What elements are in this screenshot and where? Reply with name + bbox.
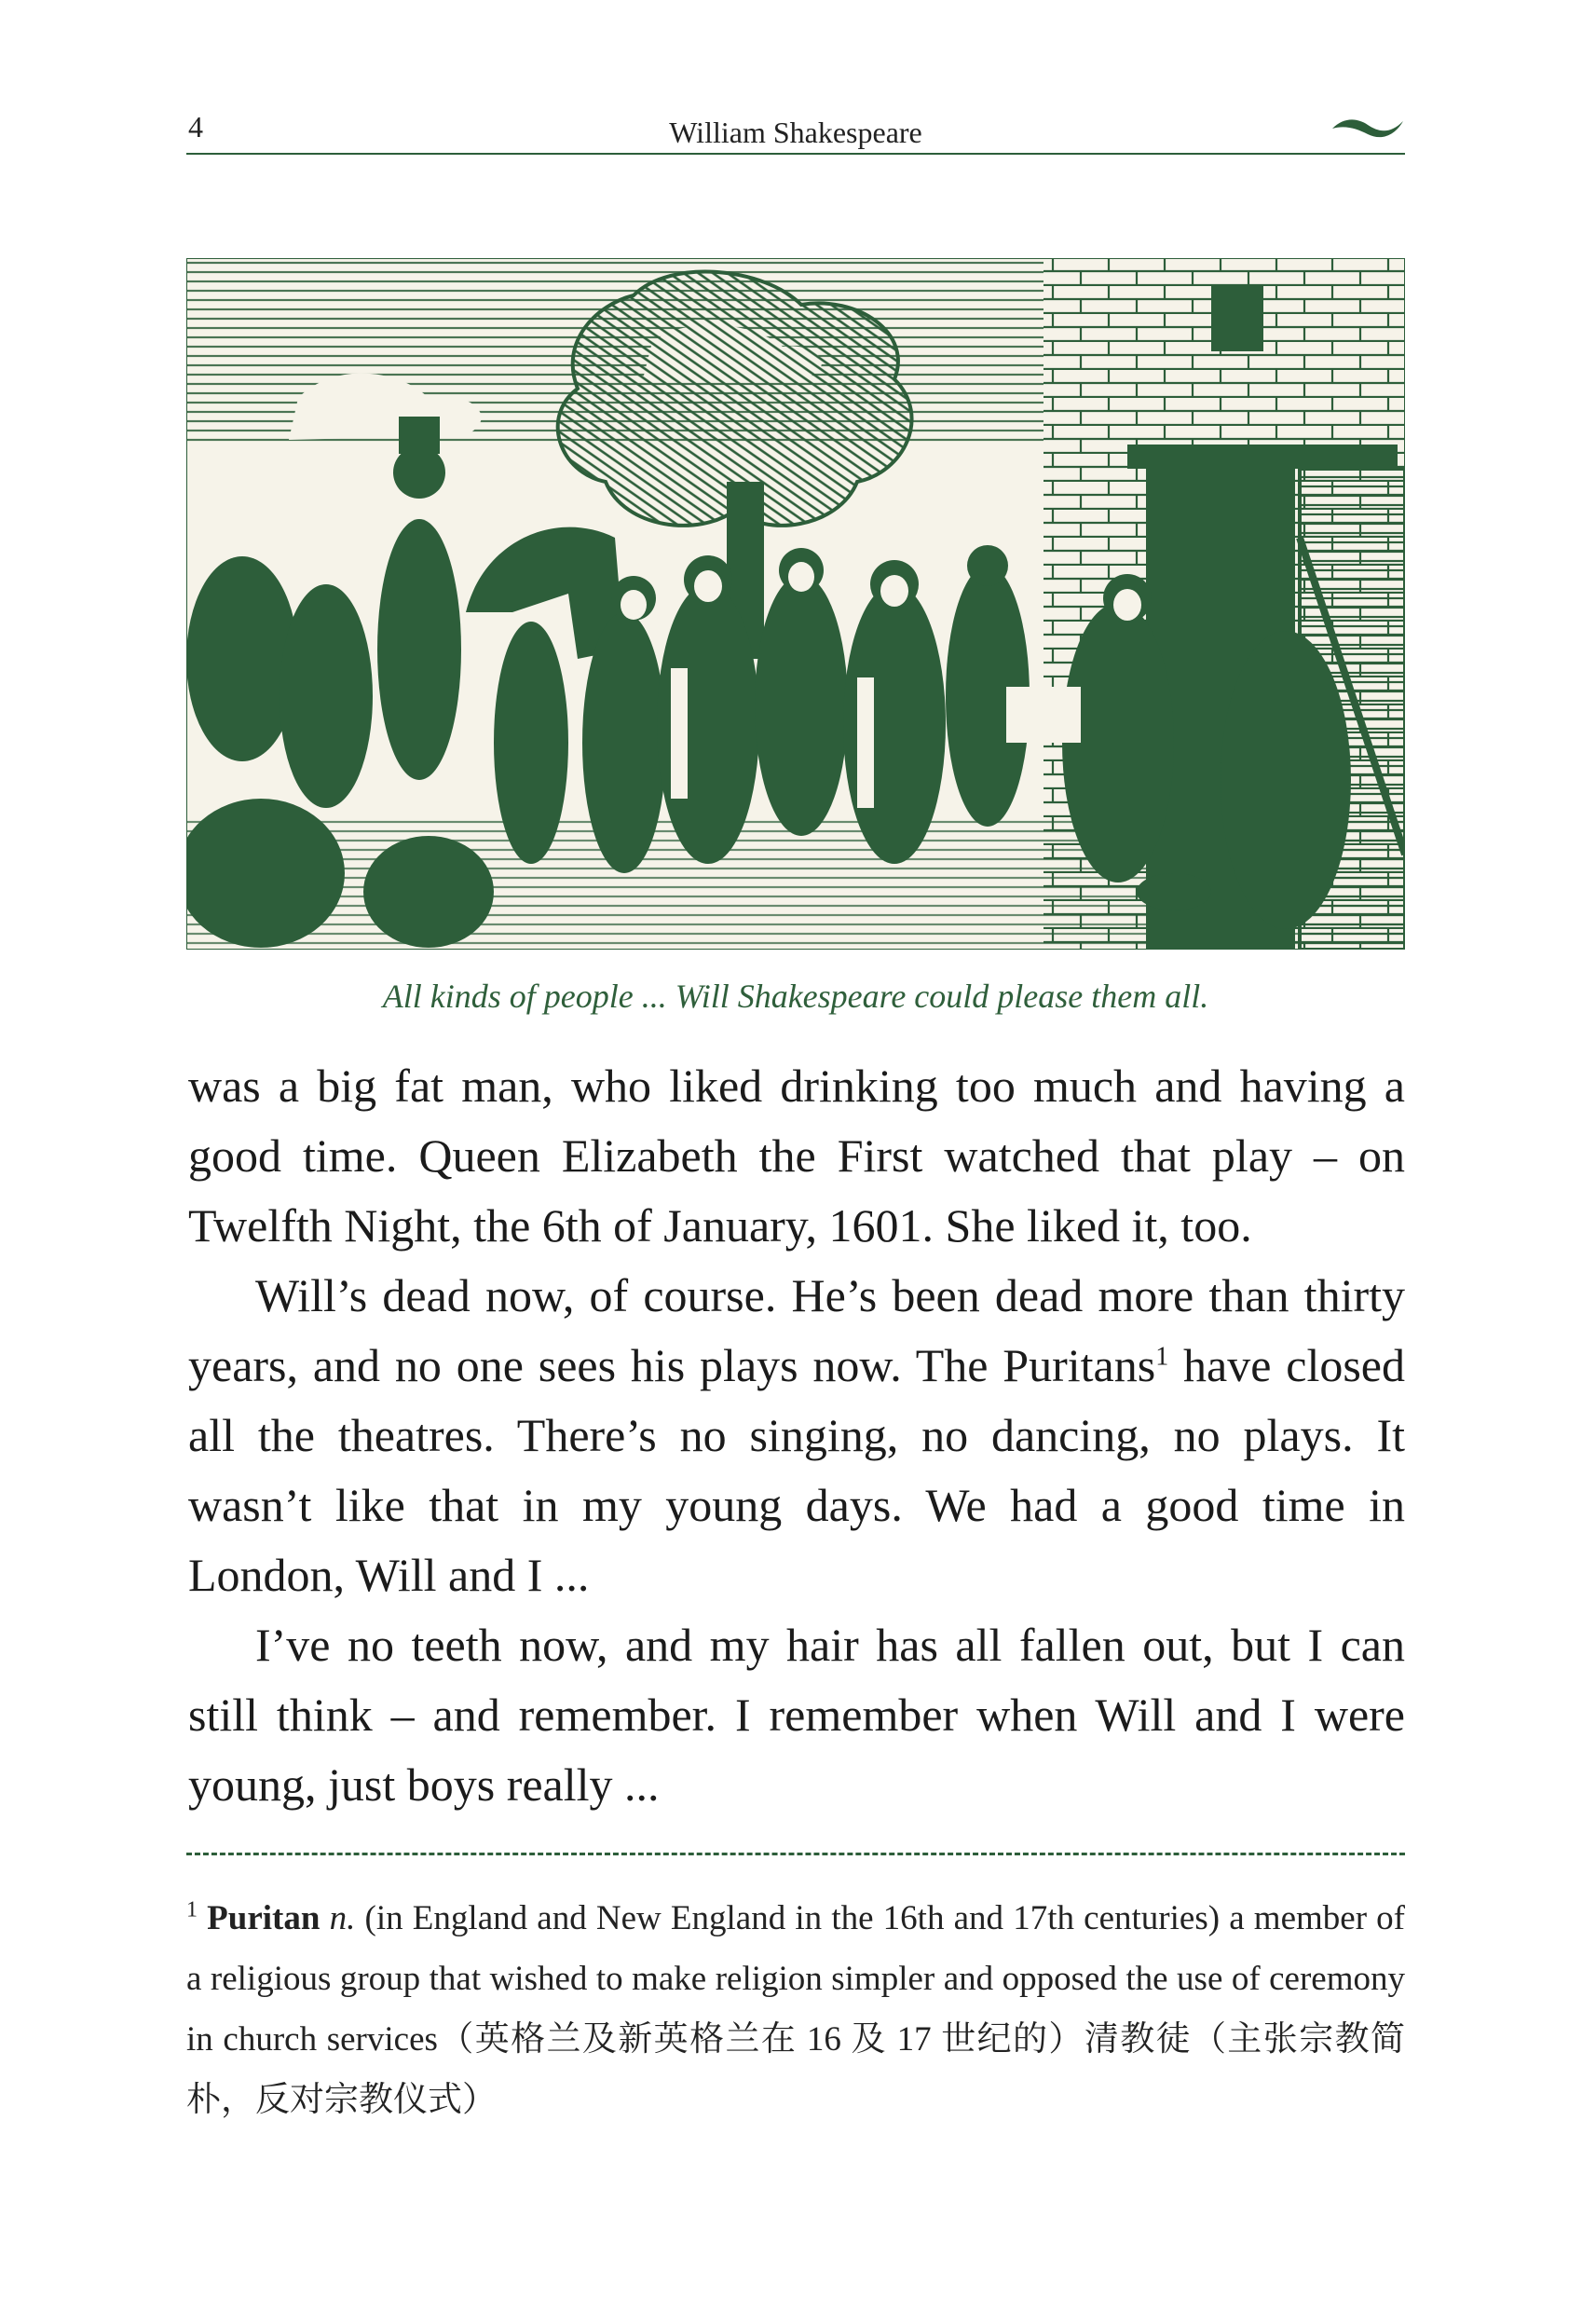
footnote-divider — [186, 1853, 1405, 1855]
paragraph-3: I’ve no teeth now, and my hair has all fallen out, but I can still think – and remember. I remember when Will and I were young, just boys really ... — [188, 1619, 1405, 1811]
footnote-part-of-speech: n. — [329, 1899, 356, 1937]
page-number: 4 — [188, 110, 203, 144]
footnote-number: 1 — [186, 1897, 198, 1922]
footnote-term: Puritan — [207, 1899, 321, 1937]
paragraph-2 — [188, 1261, 1405, 1610]
footnote-definition: (in England and New England in the 16th and 17th centuries) a member of a religious group that wished to make religion simpler and opposed the use of ceremony in church services（英格兰及新英格兰在 16 及 17 世纪的）清教徒（主张宗教简朴，反对宗教仪式） — [186, 1899, 1406, 2119]
page-header — [186, 110, 1405, 158]
woodcut-illustration — [186, 258, 1405, 950]
footnote-marker: 1 — [1155, 1342, 1169, 1372]
body-text — [188, 1051, 1405, 1820]
illustration-caption: All kinds of people ... Will Shakespeare could please them all. — [382, 978, 1209, 1015]
swash-ornament-icon — [1330, 110, 1405, 144]
paragraph-2-text-a: Will’s dead now, of course. He’s been dead more than thirty years, and no one sees his plays now. The Puritans — [188, 1269, 1405, 1391]
header-rule — [186, 153, 1405, 155]
running-title: William Shakespeare — [669, 116, 922, 149]
footnote — [186, 1888, 1405, 2130]
paragraph-1: was a big fat man, who liked drinking too much and having a good time. Queen Elizabeth the First watched that play – on Twelfth Night, the 6th of January, 1601. She liked it, too. — [188, 1060, 1405, 1252]
paragraph-2-text-b: have closed all the theatres. There’s no singing, no dancing, no plays. It wasn’t like that in my young days. We had a good time in London, Will and I ... — [188, 1339, 1405, 1601]
